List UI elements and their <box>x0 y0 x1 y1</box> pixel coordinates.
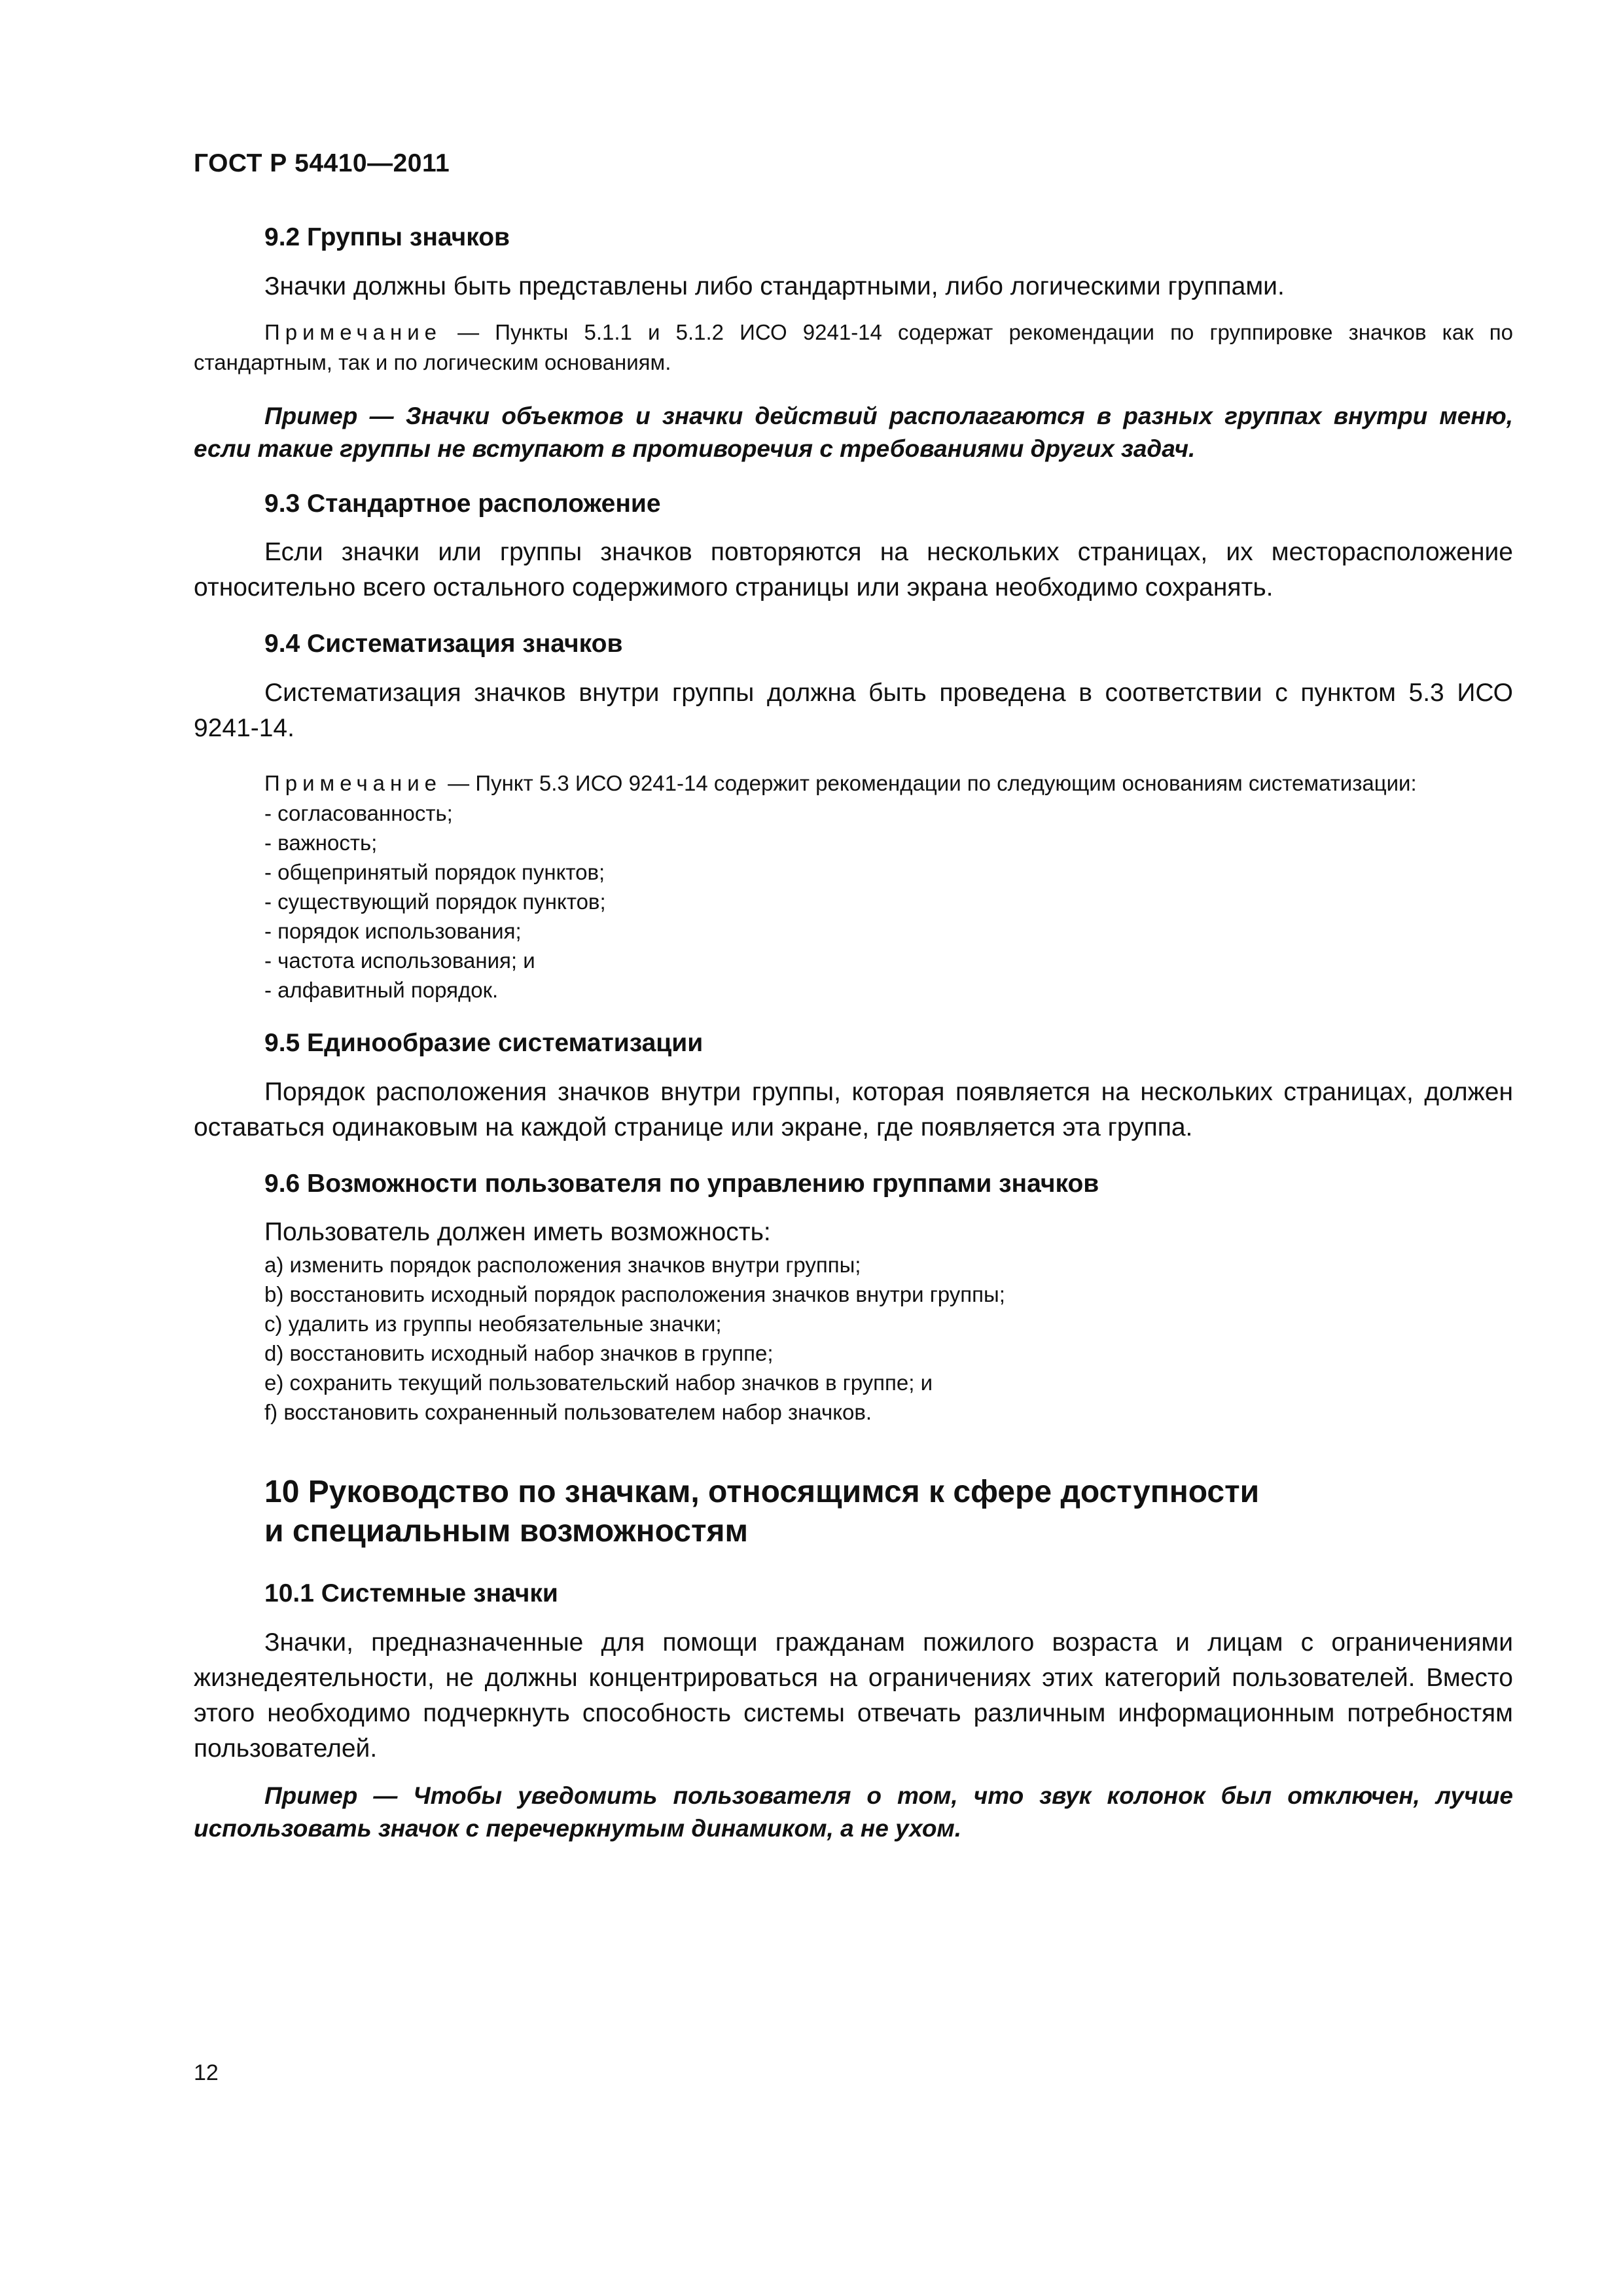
paragraph: Систематизация значков внутри группы должна быть проведена в соответствии с пунктом 5.3 ИСО 9241-14. <box>194 679 1513 743</box>
paragraph: Порядок расположения значков внутри группы, которая появляется на нескольких страницах, должен оставаться одинаковым на каждой странице или экране, где появляется эта группа. <box>194 1077 1513 1141</box>
options-list <box>194 1250 1513 1427</box>
section-title: 9.2 Группы значков <box>264 223 510 251</box>
list-item: e) сохранить текущий пользовательский набор значков в группе; и <box>264 1371 933 1395</box>
note-label: Примечание <box>264 771 442 796</box>
list-item: - согласованность; <box>264 801 453 826</box>
list-item: - важность; <box>264 831 378 855</box>
paragraph: Пользователь должен иметь возможность: <box>264 1218 771 1247</box>
example: Пример — Значки объектов и значки действий располагаются в разных группах внутри меню, если такие группы не вступают в противоречия с требованиями других задач. <box>194 402 1513 462</box>
section-9-5 <box>194 1027 1513 1145</box>
section-title: 9.5 Единообразие систематизации <box>264 1029 704 1058</box>
list-item: - общепринятый порядок пунктов; <box>264 860 605 885</box>
list-item: d) восстановить исходный набор значков в группе; <box>264 1341 774 1366</box>
note-text: — Пункты 5.1.1 и 5.1.2 ИСО 9241-14 содержат рекомендации по группировке значков как по стандартным, так и по логическим основаниям. <box>194 319 1513 374</box>
note-text: — Пункт 5.3 ИСО 9241-14 содержит рекомендации по следующим основаниям систематизации: <box>442 771 1417 796</box>
list-item: - порядок использования; <box>264 919 522 944</box>
list-item: - существующий порядок пунктов; <box>264 889 606 914</box>
paragraph: Если значки или группы значков повторяются на нескольких страницах, их месторасположение относительно всего остального содержимого страницы или экрана необходимо сохранять. <box>194 538 1513 602</box>
chapter-title <box>264 1473 1513 1551</box>
section-9-2 <box>194 221 1513 465</box>
criteria-list <box>194 798 1513 1005</box>
section-title: 9.6 Возможности пользователя по управлению группами значков <box>264 1169 1099 1198</box>
note <box>194 768 1513 798</box>
list-item: c) удалить из группы необязательные значки; <box>264 1312 722 1336</box>
section-title: 9.3 Стандартное расположение <box>264 489 661 518</box>
paragraph: Значки, предназначенные для помощи гражданам пожилого возраста и лицам с ограничениями жизнедеятельности, не должны концентрироваться на ограничениях этих категорий пользователей. Вместо этого необходимо подчеркнуть способность системы отвечать различным информационным потребностям пользователей. <box>194 1628 1513 1763</box>
page-number: 12 <box>194 2060 219 2085</box>
list-item: b) восстановить исходный порядок расположения значков внутри группы; <box>264 1282 1005 1307</box>
section-10-1 <box>194 1577 1513 1845</box>
section-title: 9.4 Систематизация значков <box>264 630 623 658</box>
section-9-4 <box>194 628 1513 1005</box>
list-item: a) изменить порядок расположения значков внутри группы; <box>264 1253 861 1278</box>
document-body <box>194 221 1513 1845</box>
section-10 <box>194 1473 1513 1551</box>
paragraph: Значки должны быть представлены либо стандартными, либо логическими группами. <box>264 272 1285 300</box>
section-9-3 <box>194 488 1513 606</box>
note <box>194 317 1513 378</box>
note-label: Примечание <box>264 319 442 344</box>
list-item: - алфавитный порядок. <box>264 978 499 1003</box>
chapter-title-line: и специальным возможностям <box>264 1514 748 1549</box>
list-item: - частота использования; и <box>264 948 535 973</box>
example: Пример — Чтобы уведомить пользователя о том, что звук колонок был отключен, лучше использовать значок с перечеркнутым динамиком, а не ухом. <box>194 1782 1513 1842</box>
section-9-6 <box>194 1168 1513 1427</box>
document-header: ГОСТ Р 54410—2011 <box>194 149 450 177</box>
section-title: 10.1 Системные значки <box>264 1579 558 1608</box>
list-item: f) восстановить сохраненный пользователем набор значков. <box>264 1400 872 1425</box>
chapter-title-line: 10 Руководство по значкам, относящимся к сфере доступности <box>264 1475 1260 1510</box>
